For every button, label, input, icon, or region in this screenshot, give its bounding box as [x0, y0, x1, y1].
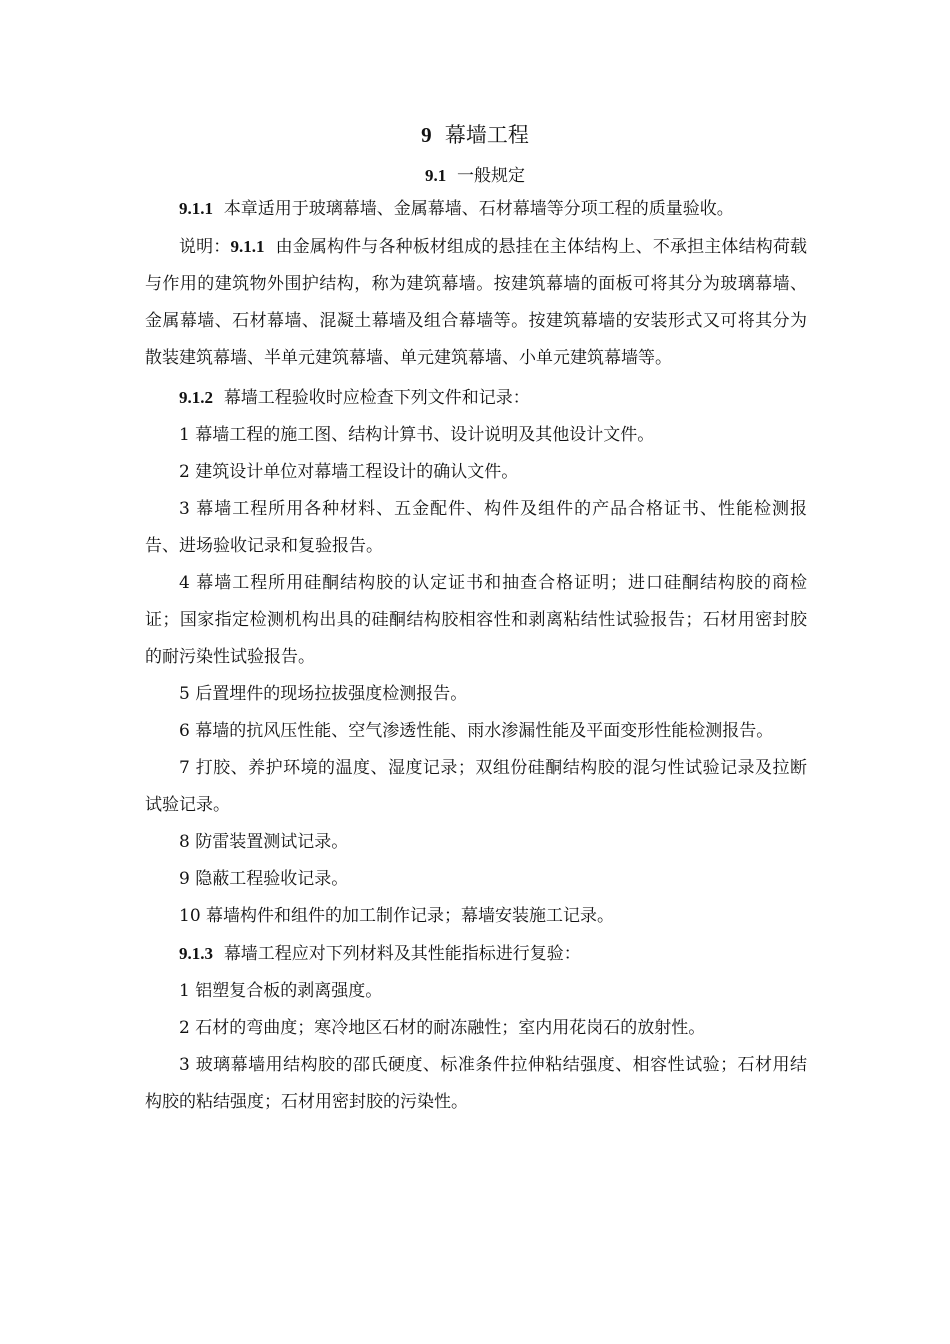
list-item: 5 后置埋件的现场拉拔强度检测报告。 [179, 684, 468, 704]
list-item: 3 幕墙工程所用各种材料、五金配件、构件及组件的产品合格证书、性能检测报告、进场验收记录和复验报告。 [145, 499, 807, 556]
clause-text: 幕墙工程验收时应检查下列文件和记录： [223, 388, 530, 408]
note-9-1-1 [145, 228, 807, 377]
list-item: 3 玻璃幕墙用结构胶的邵氏硬度、标准条件拉伸粘结强度、相容性试验；石材用结构胶的粘结强度；石材用密封胶的污染性。 [145, 1055, 807, 1112]
list-item: 7 打胶、养护环境的温度、湿度记录；双组份硅酮结构胶的混匀性试验记录及拉断试验记录。 [145, 758, 807, 815]
section-title-text: 一般规定 [457, 166, 526, 186]
list-item: 4 幕墙工程所用硅酮结构胶的认定证书和抽查合格证明；进口硅酮结构胶的商检证；国家指定检测机构出具的硅酮结构胶相容性和剥离粘结性试验报告；石材用密封胶的耐污染性试验报告。 [145, 573, 807, 667]
clause-text: 幕墙工程应对下列材料及其性能指标进行复验： [223, 944, 581, 964]
section-heading [0, 164, 950, 188]
note-prefix: 说明： [179, 237, 231, 257]
list-item: 9 隐蔽工程验收记录。 [179, 869, 349, 889]
note-clause-number: 9.1.1 [230, 237, 265, 256]
chapter-title-text: 幕墙工程 [444, 123, 529, 147]
clause-9-1-1 [145, 190, 807, 228]
clause-9-1-2 [145, 379, 807, 417]
list-item: 6 幕墙的抗风压性能、空气渗透性能、雨水渗漏性能及平面变形性能检测报告。 [179, 721, 774, 741]
list-item: 1 幕墙工程的施工图、结构计算书、设计说明及其他设计文件。 [179, 425, 655, 445]
chapter-title [0, 121, 950, 149]
clause-text: 本章适用于玻璃幕墙、金属幕墙、石材幕墙等分项工程的质量验收。 [223, 199, 734, 219]
clause-number: 9.1.2 [179, 388, 213, 407]
document-body [145, 190, 807, 1121]
note-text: 由金属构件与各种板材组成的悬挂在主体结构上、不承担主体结构荷载与作用的建筑物外围护结构，称为建筑幕墙。按建筑幕墙的面板可将其分为玻璃幕墙、金属幕墙、石材幕墙、混凝土幕墙及组合幕墙等。按建筑幕墙的安装形式又可将其分为散装建筑幕墙、半单元建筑幕墙、单元建筑幕墙、小单元建筑幕墙等。 [145, 237, 808, 368]
list-item: 10 幕墙构件和组件的加工制作记录；幕墙安装施工记录。 [179, 906, 615, 926]
clause-9-1-3 [145, 935, 807, 973]
clause-number: 9.1.3 [179, 944, 213, 963]
list-item: 2 建筑设计单位对幕墙工程设计的确认文件。 [179, 462, 519, 482]
list-item: 2 石材的弯曲度；寒冷地区石材的耐冻融性；室内用花岗石的放射性。 [179, 1018, 706, 1038]
section-number: 9.1 [424, 166, 447, 185]
chapter-number: 9 [421, 123, 432, 147]
clause-number: 9.1.1 [179, 199, 213, 218]
list-item: 1 铝塑复合板的剥离强度。 [179, 981, 383, 1001]
list-item: 8 防雷装置测试记录。 [179, 832, 349, 852]
